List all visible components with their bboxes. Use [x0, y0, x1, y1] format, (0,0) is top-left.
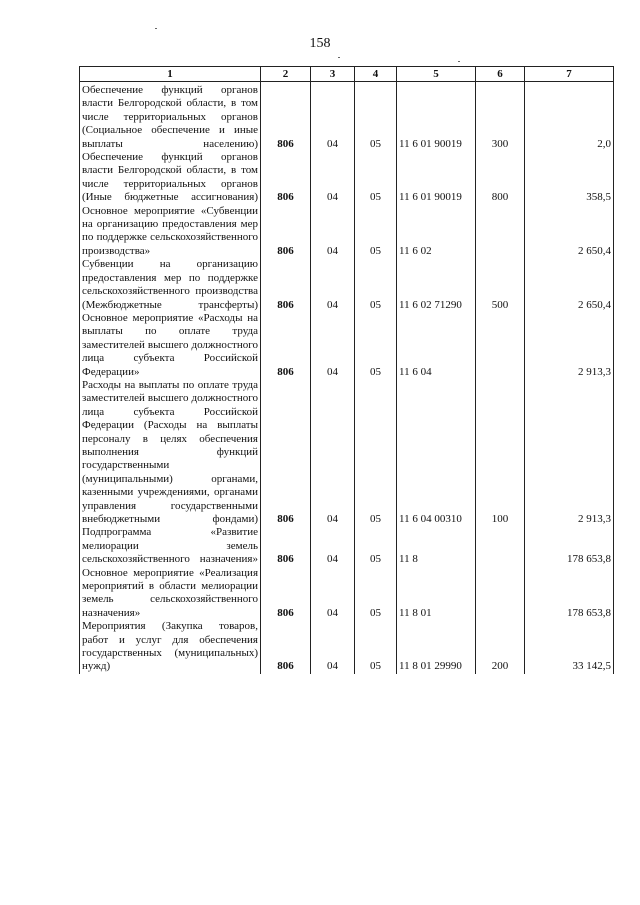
ministry-code: 806 — [261, 151, 311, 205]
ministry-code: 806 — [261, 379, 311, 526]
row-description: Обеспечение функций органов власти Белгородской области, в том числе территориальных органов (Социальное обеспечение и иные выплаты населению) — [80, 82, 261, 152]
section-code: 04 — [311, 620, 355, 674]
table-row — [80, 82, 614, 152]
ministry-code: 806 — [261, 258, 311, 312]
ministry-code: 806 — [261, 567, 311, 621]
amount-cell: 2 650,4 — [525, 258, 614, 312]
table-row — [80, 258, 614, 312]
table-row — [80, 620, 614, 674]
table-row — [80, 526, 614, 566]
target-article-code: 11 6 04 — [397, 312, 476, 379]
section-code: 04 — [311, 82, 355, 152]
expense-type-code: 300 — [476, 82, 525, 152]
table-header-row — [80, 67, 614, 82]
section-code: 04 — [311, 151, 355, 205]
amount-cell: 2 650,4 — [525, 205, 614, 259]
amount-cell: 358,5 — [525, 151, 614, 205]
ministry-code: 806 — [261, 312, 311, 379]
subsection-code: 05 — [355, 151, 397, 205]
row-description: Основное мероприятие «Реализация мероприятий в области мелиорации земель сельскохозяйственного назначения» — [80, 567, 261, 621]
table-row — [80, 205, 614, 259]
expense-type-code: 500 — [476, 258, 525, 312]
section-code: 04 — [311, 258, 355, 312]
expense-type-code: 800 — [476, 151, 525, 205]
scan-speck — [458, 61, 460, 62]
amount-cell: 2,0 — [525, 82, 614, 152]
subsection-code: 05 — [355, 620, 397, 674]
target-article-code: 11 6 02 — [397, 205, 476, 259]
target-article-code: 11 6 02 71290 — [397, 258, 476, 312]
subsection-code: 05 — [355, 379, 397, 526]
subsection-code: 05 — [355, 82, 397, 152]
expense-type-code — [476, 312, 525, 379]
subsection-code: 05 — [355, 258, 397, 312]
row-description: Основное мероприятие «Субвенции на организацию предоставления мер по поддержке сельскохозяйственного производства» — [80, 205, 261, 259]
ministry-code: 806 — [261, 526, 311, 566]
table-row — [80, 567, 614, 621]
expense-type-code — [476, 205, 525, 259]
table-row — [80, 312, 614, 379]
subsection-code: 05 — [355, 567, 397, 621]
amount-cell: 33 142,5 — [525, 620, 614, 674]
section-code: 04 — [311, 205, 355, 259]
expense-type-code: 100 — [476, 379, 525, 526]
target-article-code: 11 6 04 00310 — [397, 379, 476, 526]
expense-type-code: 200 — [476, 620, 525, 674]
section-code: 04 — [311, 526, 355, 566]
column-header: 6 — [476, 67, 525, 82]
table-row — [80, 379, 614, 526]
subsection-code: 05 — [355, 526, 397, 566]
target-article-code: 11 8 01 29990 — [397, 620, 476, 674]
column-header: 3 — [311, 67, 355, 82]
column-header: 4 — [355, 67, 397, 82]
row-description: Мероприятия (Закупка товаров, работ и услуг для обеспечения государственных (муниципальных) нужд) — [80, 620, 261, 674]
amount-cell: 2 913,3 — [525, 379, 614, 526]
column-header: 5 — [397, 67, 476, 82]
amount-cell: 178 653,8 — [525, 526, 614, 566]
subsection-code: 05 — [355, 205, 397, 259]
amount-cell: 2 913,3 — [525, 312, 614, 379]
section-code: 04 — [311, 379, 355, 526]
scan-speck — [155, 28, 157, 29]
row-description: Субвенции на организацию предоставления мер по поддержке сельскохозяйственного производства (Межбюджетные трансферты) — [80, 258, 261, 312]
column-header: 7 — [525, 67, 614, 82]
ministry-code: 806 — [261, 620, 311, 674]
section-code: 04 — [311, 567, 355, 621]
row-description: Основное мероприятие «Расходы на выплаты по оплате труда заместителей высшего должностного лица субъекта Российской Федерации» — [80, 312, 261, 379]
ministry-code: 806 — [261, 82, 311, 152]
target-article-code: 11 8 01 — [397, 567, 476, 621]
expense-type-code — [476, 567, 525, 621]
row-description: Обеспечение функций органов власти Белгородской области, в том числе территориальных органов (Иные бюджетные ассигнования) — [80, 151, 261, 205]
ministry-code: 806 — [261, 205, 311, 259]
amount-cell: 178 653,8 — [525, 567, 614, 621]
target-article-code: 11 6 01 90019 — [397, 82, 476, 152]
row-description: Подпрограмма «Развитие мелиорации земель сельскохозяйственного назначения» — [80, 526, 261, 566]
page-number: 158 — [309, 36, 331, 51]
row-description: Расходы на выплаты по оплате труда заместителей высшего должностного лица субъекта Российской Федерации (Расходы на выплаты персоналу в целях обеспечения выполнения функций государственными (муниципальными) органами, казенными учреждениями, органами управления государственными внебюджетными фондами) — [80, 379, 261, 526]
column-header: 1 — [80, 67, 261, 82]
table-row — [80, 151, 614, 205]
scan-speck — [338, 57, 340, 58]
section-code: 04 — [311, 312, 355, 379]
column-header: 2 — [261, 67, 311, 82]
budget-table — [79, 66, 614, 674]
target-article-code: 11 8 — [397, 526, 476, 566]
expense-type-code — [476, 526, 525, 566]
subsection-code: 05 — [355, 312, 397, 379]
target-article-code: 11 6 01 90019 — [397, 151, 476, 205]
